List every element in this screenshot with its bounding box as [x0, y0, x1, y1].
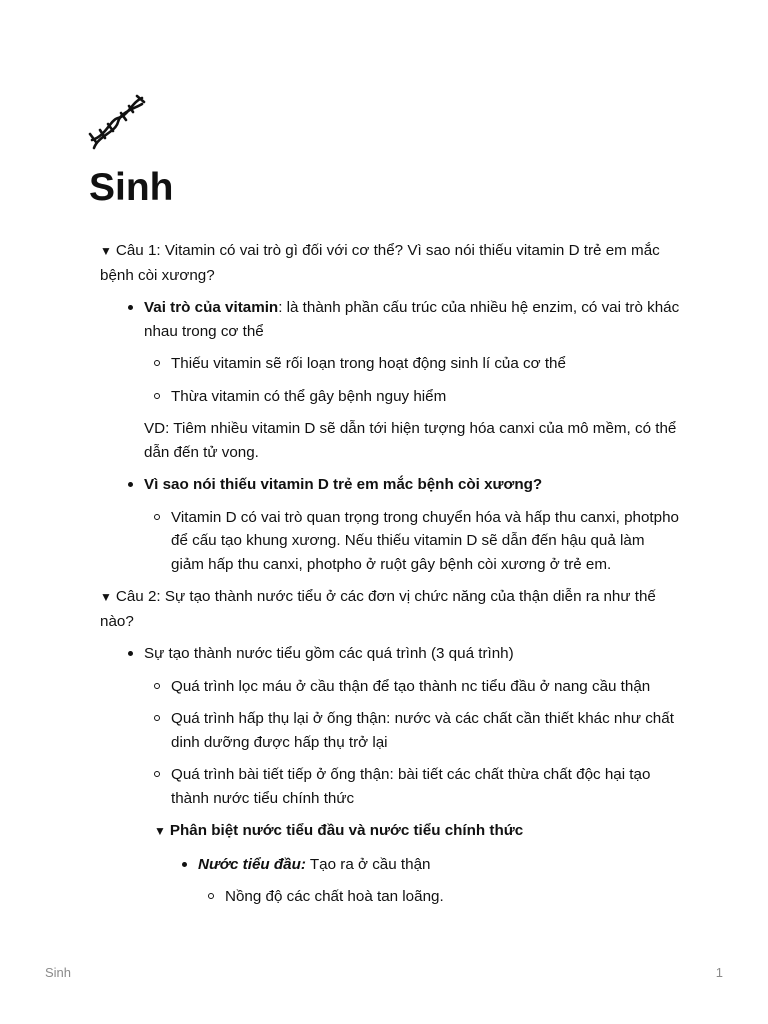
- toggle-question-2[interactable]: [100, 585, 680, 909]
- sub-list: [144, 675, 680, 811]
- list-item: Vitamin D có vai trò quan trọng trong chuyển hóa và hấp thu canxi, photpho để cấu tạo khung xương. Nếu thiếu vitamin D sẽ dẫn đến hậu quả làm giảm hấp thu canxi, photpho ở ruột gây bệnh còi xương ở trẻ em.: [144, 506, 680, 577]
- toggle-arrow-icon[interactable]: ▼: [154, 824, 166, 838]
- toggle-header-urine-comparison[interactable]: [154, 819, 680, 844]
- dna-icon: [86, 90, 148, 152]
- list-item-text: Tạo ra ở cầu thận: [305, 855, 431, 873]
- sub-list: [198, 885, 680, 909]
- footer-title: Sinh: [45, 965, 72, 980]
- toggle-urine-comparison[interactable]: [154, 819, 680, 909]
- list-item-text: : là thành phần cấu trúc của nhiều hệ enzim, có vai trò khác nhau trong cơ thể: [144, 299, 680, 340]
- bold-term: Vai trò của vitamin: [144, 299, 279, 316]
- toggle-header-question-2[interactable]: [100, 585, 680, 633]
- list-item: [100, 642, 680, 909]
- toggle-header-question-1[interactable]: [100, 239, 680, 287]
- question-1-list: [100, 296, 680, 576]
- bold-italic-term: Nước tiểu đầu:: [198, 855, 306, 873]
- list-item: Quá trình lọc máu ở cầu thận để tạo thành nc tiểu đầu ở nang cầu thận: [144, 675, 680, 699]
- document-body: [100, 239, 680, 918]
- list-item: Quá trình bài tiết tiếp ở ống thận: bài tiết các chất thừa chất độc hại tạo thành nước tiểu chính thức: [144, 763, 680, 810]
- sub-list: [144, 352, 680, 408]
- list-item: Quá trình hấp thụ lại ở ống thận: nước và các chất cần thiết khác như chất dinh dưỡng được hấp thụ trở lại: [144, 707, 680, 754]
- list-item: [100, 296, 680, 464]
- question-1-text: Câu 1: Vitamin có vai trò gì đối với cơ thể? Vì sao nói thiếu vitamin D trẻ em mắc bệnh còi xương?: [100, 242, 660, 284]
- list-item: [154, 853, 680, 909]
- question-2-list: [100, 642, 680, 909]
- list-item: Thiếu vitamin sẽ rối loạn trong hoạt động sinh lí của cơ thể: [144, 352, 680, 376]
- list-item: [100, 473, 680, 576]
- toggle-title: Phân biệt nước tiểu đầu và nước tiểu chính thức: [169, 822, 524, 839]
- toggle-arrow-icon[interactable]: ▼: [100, 244, 112, 258]
- list-item: Thừa vitamin có thể gây bệnh nguy hiểm: [144, 385, 680, 409]
- page-title: Sinh: [89, 166, 174, 209]
- comparison-list: [154, 853, 680, 909]
- sub-list: [144, 506, 680, 577]
- page-number: 1: [715, 965, 723, 980]
- list-item-text: Sự tạo thành nước tiểu gồm các quá trình (3 quá trình): [144, 645, 514, 662]
- toggle-question-1[interactable]: [100, 239, 680, 576]
- question-2-text: Câu 2: Sự tạo thành nước tiểu ở các đơn vị chức năng của thận diễn ra như thế nào?: [100, 588, 656, 630]
- toggle-arrow-icon[interactable]: ▼: [100, 590, 112, 604]
- example-paragraph: VD: Tiêm nhiều vitamin D sẽ dẫn tới hiện tượng hóa canxi của mô mềm, có thể dẫn đến tử vong.: [144, 420, 677, 461]
- bold-term: Vì sao nói thiếu vitamin D trẻ em mắc bệnh còi xương?: [144, 476, 543, 493]
- list-item: Nồng độ các chất hoà tan loãng.: [198, 885, 680, 909]
